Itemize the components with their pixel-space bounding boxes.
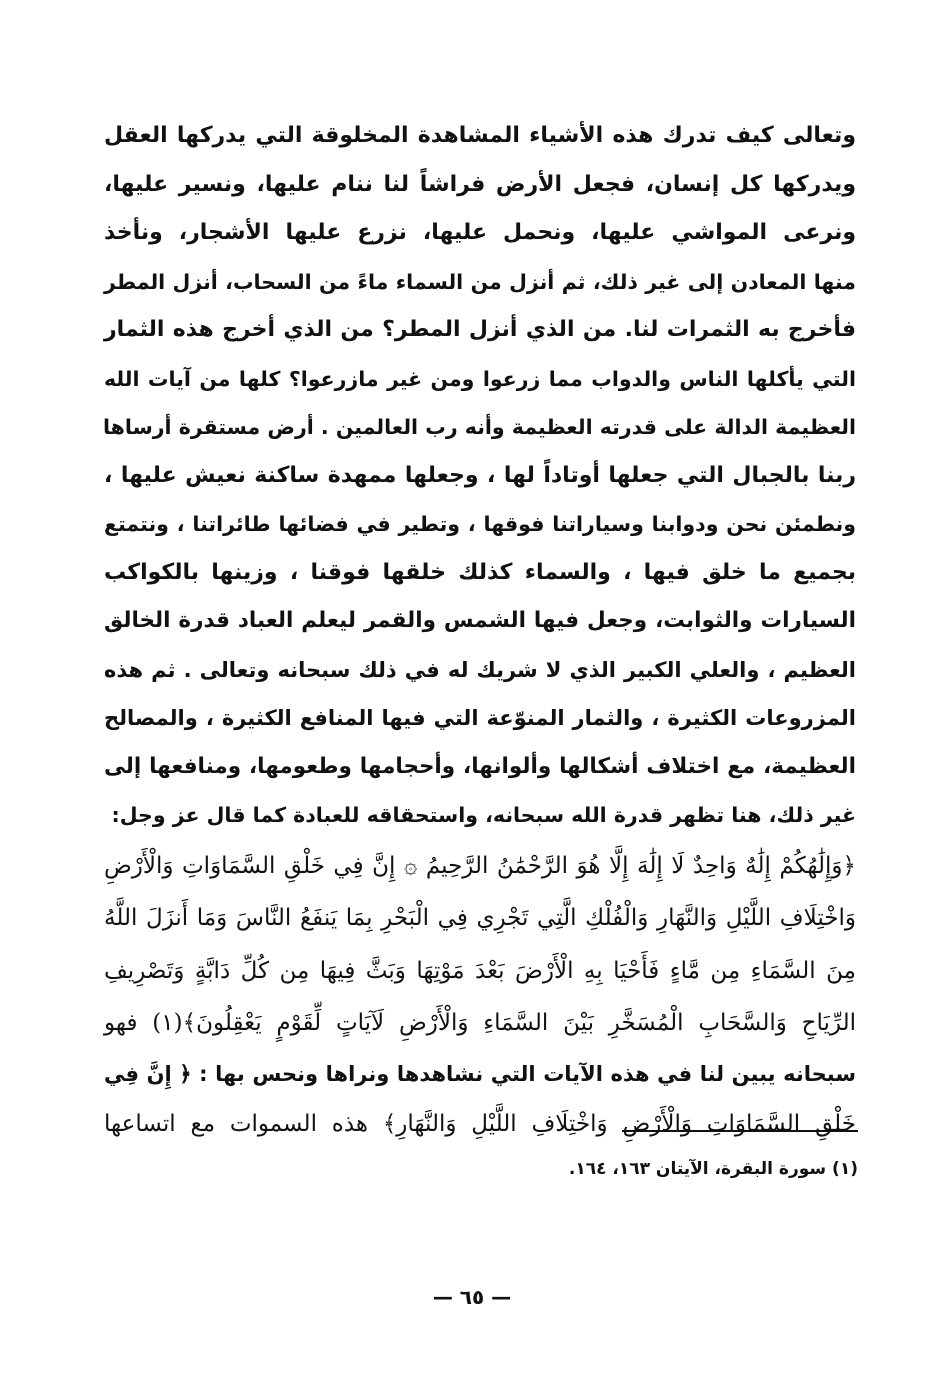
text-line: العظيم ، والعلي الكبير الذي لا شريك له في ذلك سبحانه وتعالى . ثم هذه xyxy=(104,657,856,682)
text-line: ونطمئن نحن ودوابنا وسياراتنا فوقها ، وتطير في فضائها طائراتنا ، ونتمتع xyxy=(104,512,856,536)
text-line: ويدركها كل إنسان، فجعل الأرض فراشاً لنا ننام عليها، ونسير عليها، xyxy=(104,171,856,197)
main-text xyxy=(104,112,856,1151)
quran-verse-line: وَاخْتِلَافِ اللَّيْلِ وَالنَّهَارِ وَالْفُلْكِ الَّتِي تَجْرِي فِي الْبَحْرِ بِمَا يَنفَعُ النَّاسَ وَمَا أَنزَلَ اللَّهُ xyxy=(104,905,856,931)
footnote: (١) سورة البقرة، الآيتان ١٦٣، ١٦٤. xyxy=(568,1159,858,1179)
quran-verse-line: ﴿وَإِلَٰهُكُمْ إِلَٰهٌ وَاحِدٌ لَا إِلَٰهَ إِلَّا هُوَ الرَّحْمَٰنُ الرَّحِيمُ ۞ إِنَّ فِي خَلْقِ السَّمَاوَاتِ وَالْأَرْضِ xyxy=(104,852,856,879)
text-line: بجميع ما خلق فيها ، والسماء كذلك خلقها فوقنا ، وزينها بالكواكب xyxy=(104,559,856,585)
text-line: وتعالى كيف تدرك هذه الأشياء المشاهدة المخلوقة التي يدركها العقل xyxy=(104,123,856,148)
footnote-divider xyxy=(622,1130,858,1132)
text-line: العظيمة، مع اختلاف أشكالها وألوانها، وأحجامها وطعومها، ومنافعها إلى xyxy=(104,753,856,779)
quran-verse-line: مِنَ السَّمَاءِ مِن مَّاءٍ فَأَحْيَا بِهِ الْأَرْضَ بَعْدَ مَوْتِهَا وَبَثَّ فِيهَا مِن كُلِّ دَابَّةٍ وَتَصْرِيفِ xyxy=(104,957,856,984)
text-line: السيارات والثوابت، وجعل فيها الشمس والقمر ليعلم العباد قدرة الخالق xyxy=(104,608,856,633)
text-line: التي يأكلها الناس والدواب مما زرعوا ومن غير مازرعوا؟ كلها من آيات الله xyxy=(104,366,856,391)
text-line: سبحانه يبين لنا في هذه الآيات التي نشاهدها ونراها ونحس بها : ﴿ إِنَّ فِي xyxy=(104,1061,856,1086)
page-number: — ٦٥ — xyxy=(432,1285,512,1309)
text-line: العظيمة الدالة على قدرته العظيمة وأنه رب العالمين . أرض مستقرة أرساها xyxy=(102,415,856,439)
text-line: فأخرج به الثمرات لنا. من الذي أنزل المطر؟ من الذي أخرج هذه الثمار xyxy=(104,317,856,342)
text-line: غير ذلك، هنا تظهر قدرة الله سبحانه، واستحقاقه للعبادة كما قال عز وجل: xyxy=(111,803,856,827)
text-line: المزروعات الكثيرة ، والثمار المنوّعة التي فيها المنافع الكثيرة ، والمصالح xyxy=(104,706,856,730)
text-line: منها المعادن إلى غير ذلك، ثم أنزل من السماء ماءً من السحاب، أنزل المطر xyxy=(104,269,856,294)
quran-verse-line: خَلْقِ السَّمَاوَاتِ وَالْأَرْضِ وَاخْتِلَافِ اللَّيْلِ وَالنَّهَارِ﴾ هذه السموات مع اتساعها xyxy=(104,1111,856,1137)
text-line: ربنا بالجبال التي جعلها أوتاداً لها ، وجعلها ممهدة ساكنة نعيش عليها ، xyxy=(104,462,856,488)
quran-verse-line: الرِّيَاحِ وَالسَّحَابِ الْمُسَخَّرِ بَيْنَ السَّمَاءِ وَالْأَرْضِ لَآيَاتٍ لِّقَوْمٍ يَعْقِلُونَ﴾(١) فهو xyxy=(104,1010,857,1036)
text-line: ونرعى المواشي عليها، ونحمل عليها، نزرع عليها الأشجار، ونأخذ xyxy=(104,220,856,245)
